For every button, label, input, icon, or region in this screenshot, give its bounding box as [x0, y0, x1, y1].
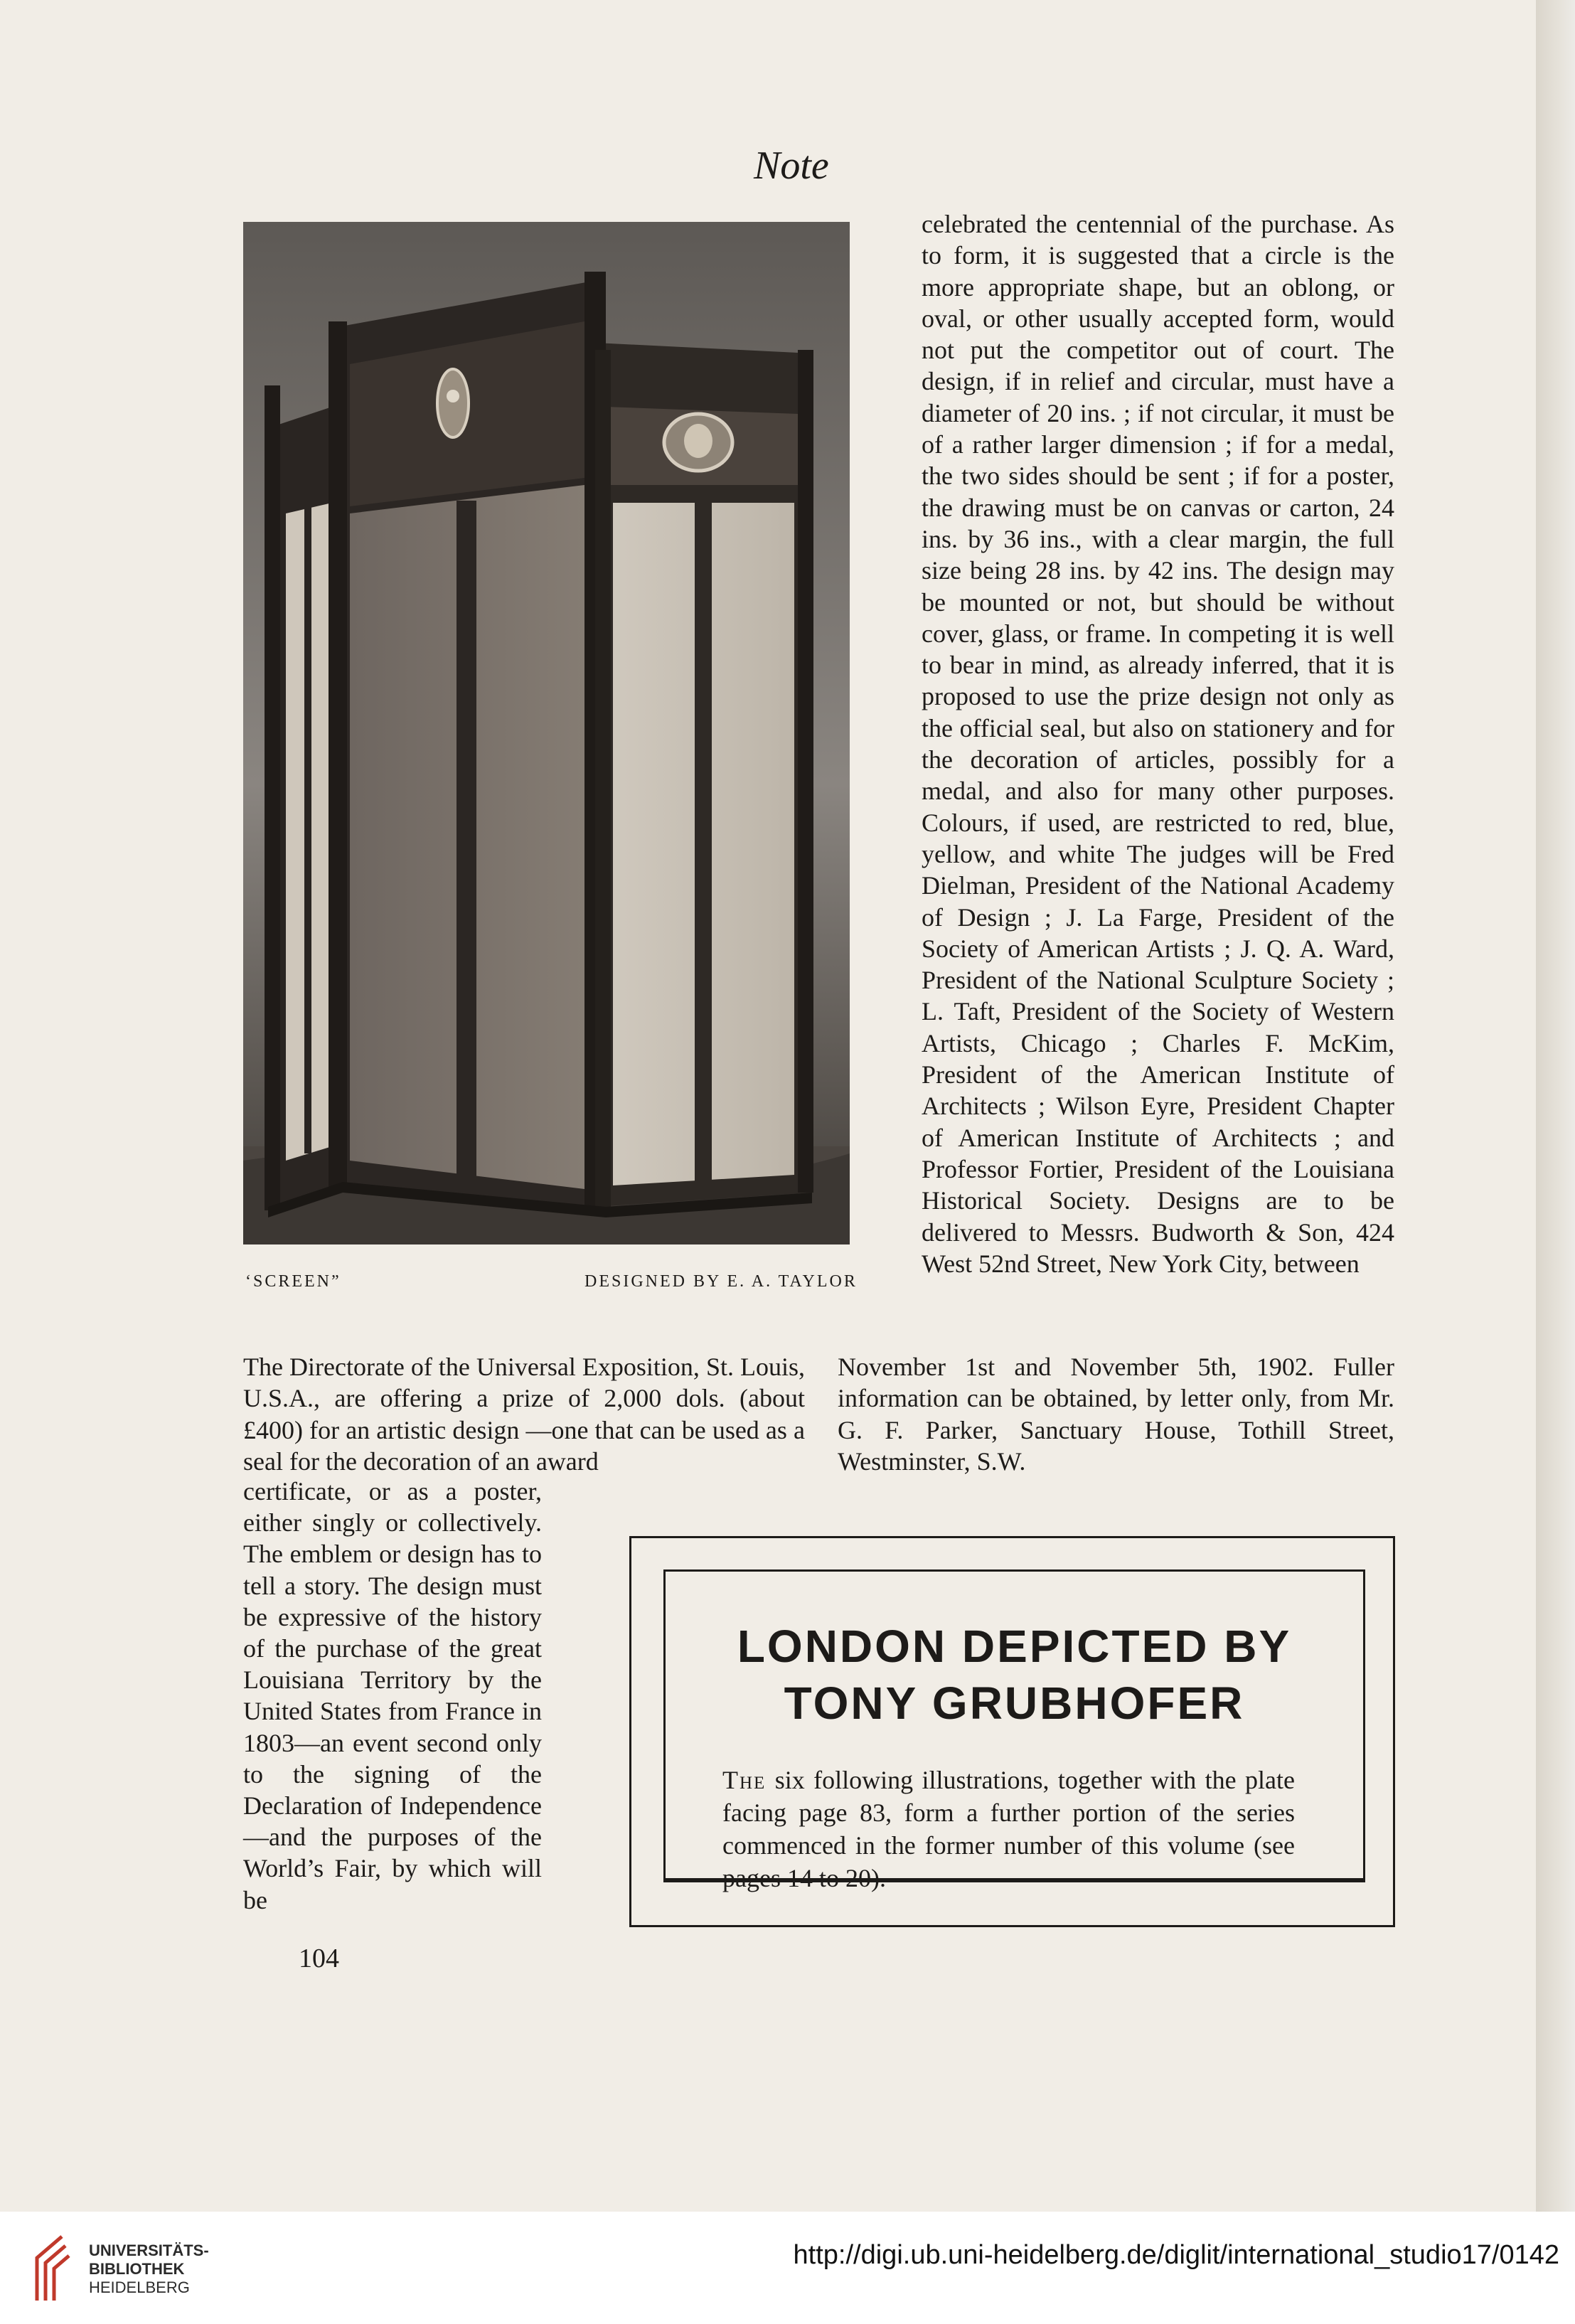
source-url-link[interactable]: http://digi.ub.uni-heidelberg.de/diglit/international_studio17/0142 — [793, 2240, 1559, 2270]
announcement-inner-frame — [663, 1569, 1365, 1892]
page-number: 104 — [299, 1944, 339, 1973]
figure-caption-credit: DESIGNED BY E. A. TAYLOR — [584, 1272, 858, 1291]
running-head: Note — [754, 144, 829, 188]
library-name-line-2: BIBLIOTHEK — [89, 2260, 185, 2278]
announcement-title — [666, 1618, 1363, 1732]
page-edge-shadow — [1536, 0, 1575, 2212]
screen-photograph — [243, 222, 850, 1244]
article-left-paragraph: The Directorate of the Universal Exposition, St. Louis, U.S.A., are offering a prize of 2,000 dols. (about £400) for an artistic design —one that can be used as a seal for the decoration of an award — [243, 1353, 805, 1476]
announcement-box — [629, 1536, 1395, 1927]
announcement-title-line-1: LONDON DEPICTED BY — [737, 1621, 1292, 1672]
article-right-column: celebrated the centennial of the purchase. As to form, it is suggested that a circle is the more appropriate shape, but an oblong, or oval, or other usually accepted form, would not put the competitor out of court. The design, if in relief and circular, must have a diameter of 20 ins. ; if not circular, it must be of a rather larger dimension ; if for a medal, the two sides should be sent ; if for a poster, the drawing must be on canvas or carton, 24 ins. by 36 ins., with a clear margin, the full size being 28 ins. by 42 ins. The design may be mounted or not, but should be without cover, glass, or frame. In competing it is well to bear in mind, as already inferred, that it is proposed to use the prize design not only as the official seal, but also on stationery and for the decoration of articles, possibly for a medal, and also for many other purposes. Colours, if used, are restricted to red, blue, yellow, and white The judges will be Fred Dielman, President of the National Academy of Design ; J. La Farge, President of the Society of American Artists ; J. Q. A. Ward, President of the National Sculpture Society ; L. Taft, President of the Society of Western Artists, Chicago ; Charles F. McKim, President of the American Institute of Architects ; Wilson Eyre, President Chapter of American Institute of Architects ; and Professor Fortier, President of the Louisiana Historical Society. Designs are to be delivered to Messrs. Budworth & Son, 424 West 52nd Street, New York City, between — [922, 210, 1394, 1278]
announcement-title-line-2: TONY GRUBHOFER — [784, 1678, 1245, 1729]
article-narrow-column: certificate, or as a poster, either singly or collectively. The emblem or design has to tell a story. The design must be expressive of the history of the purchase of the great Louisiana Territory by the United States from France in 1803—an event second only to the signing of the Declaration of Independence—and the purposes of the World’s Fair, by which will be — [243, 1477, 542, 1914]
figure-caption-title: ‘SCREEN” — [245, 1272, 341, 1291]
library-name — [89, 2242, 209, 2297]
library-logo-icon — [30, 2233, 73, 2304]
screen-illustration — [243, 222, 850, 1244]
library-name-line-1: UNIVERSITÄTS- — [89, 2242, 209, 2259]
library-name-line-3: HEIDELBERG — [89, 2278, 190, 2296]
announcement-lead-word: The — [722, 1766, 767, 1794]
announcement-body: six following illustrations, together with the plate facing page 83, form a further portion of the series commenced in the former number of this volume (see pages 14 to 20). — [722, 1766, 1295, 1892]
article-bottom-right: November 1st and November 5th, 1902. Fuller information can be obtained, by letter only, from Mr. G. F. Parker, Sanctuary House, Tothill Street, Westminster, S.W. — [838, 1353, 1394, 1476]
announcement-text — [722, 1764, 1295, 1894]
